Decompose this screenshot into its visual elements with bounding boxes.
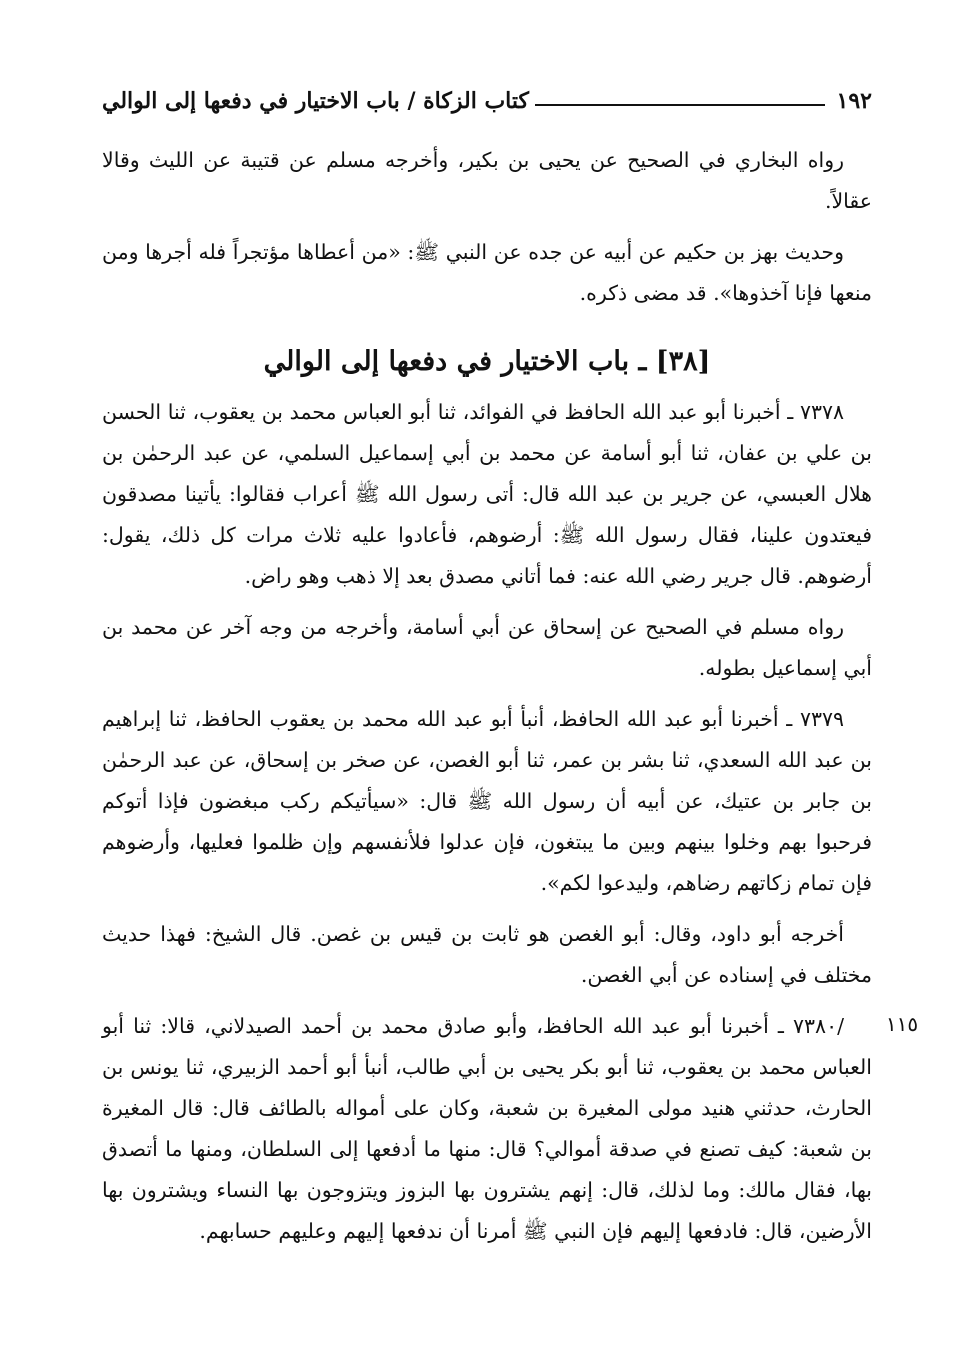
running-header	[102, 74, 872, 114]
running-title: كتاب الزكاة / باب الاختيار في دفعها إلى الوالي	[102, 88, 530, 114]
page-number: ١٩٢	[836, 88, 872, 114]
paragraph-bahz-hadith: وحديث بهز بن حكيم عن أبيه عن جده عن النبي ﷺ: «من أعطاها مؤتجراً فله أجرها ومن منعها فإنا آخذوها». قد مضى ذكره.	[102, 240, 872, 305]
hadith-7379: ٧٣٧٩ ـ أخبرنا أبو عبد الله الحافظ، أنبأ أبو عبد الله محمد بن يعقوب الحافظ، ثنا إبراهيم بن عبد الله السعدي، ثنا بشر بن عمر، ثنا أبو الغصن، عن صخر بن إسحاق، عن عبد الرحمٰن بن جابر بن عتيك، عن أبيه أن رسول الله ﷺ قال: «سيأتيكم ركب مبغضون فإذا أتوكم فرحبوا بهم وخلوا بينهم وبين ما يبتغون، فإن عدلوا فلأنفسهم وإن ظلموا فعليها، وأرضوهم فإن تمام زكاتهم رضاهم، وليدعوا لكم».	[102, 707, 872, 895]
chapter-heading: [٣٨] ـ باب الاختيار في دفعها إلى الوالي	[263, 346, 711, 377]
header-rule	[535, 104, 825, 106]
hadith-7380: /٧٣٨٠ ـ أخبرنا أبو عبد الله الحافظ، وأبو صادق محمد بن أحمد الصيدلاني، قالا: ثنا أبو العباس محمد بن يعقوب، ثنا أبو بكر يحيى بن أبي طالب، أنبأ أبو أحمد الزبيري، ثنا يونس بن الحارث، حدثني هنيد مولى المغيرة بن شعبة، وكان على أمواله بالطائف قال: قال المغيرة بن شعبة: كيف تصنع في صدقة أموالي؟ قال: منها ما أدفعها إلى السلطان، ومنها ما أتصدق بها، فقال مالك: وما لذلك، قال: إنهم يشترون بها البزوز ويتزوجون بها النساء ويشترون بها الأرضين، قال: فادفعها إليهم فإن النبي ﷺ أمرنا أن ندفعها إليهم وعليهم حسابهم.	[102, 1014, 872, 1243]
manuscript-folio-number: ١١٥	[885, 1012, 919, 1036]
hadith-7378: ٧٣٧٨ ـ أخبرنا أبو عبد الله الحافظ في الفوائد، ثنا أبو العباس محمد بن يعقوب، ثنا الحسن بن علي بن عفان، ثنا أبو أسامة عن محمد بن أبي إسماعيل السلمي، عن عبد الرحمٰن بن هلال العبسي، عن جرير بن عبد الله قال: أتى رسول الله ﷺ أعراب فقالوا: يأتينا مصدقون فيعتدون علينا، فقال رسول الله ﷺ: أرضوهم، فأعادوا عليه ثلاث مرات كل ذلك، يقول: أرضوهم. قال جرير رضي الله عنه: فما أتاني مصدق بعد إلا ذهب وهو راض.	[102, 400, 872, 588]
paragraph-abu-dawud-note: أخرجه أبو داود، وقال: أبو الغصن هو ثابت بن قيس بن غصن. قال الشيخ: فهذا حديث مختلف في إسناده عن أبي الغصن.	[102, 922, 872, 987]
paragraph-bukhari-note: رواه البخاري في الصحيح عن يحيى بن بكير، وأخرجه مسلم عن قتيبة عن الليث وقالا عقالاً.	[102, 148, 872, 213]
page-body	[102, 140, 872, 1252]
paragraph-muslim-note: رواه مسلم في الصحيح عن إسحاق عن أبي أسامة، وأخرجه من وجه آخر عن محمد بن أبي إسماعيل بطوله.	[102, 615, 872, 680]
